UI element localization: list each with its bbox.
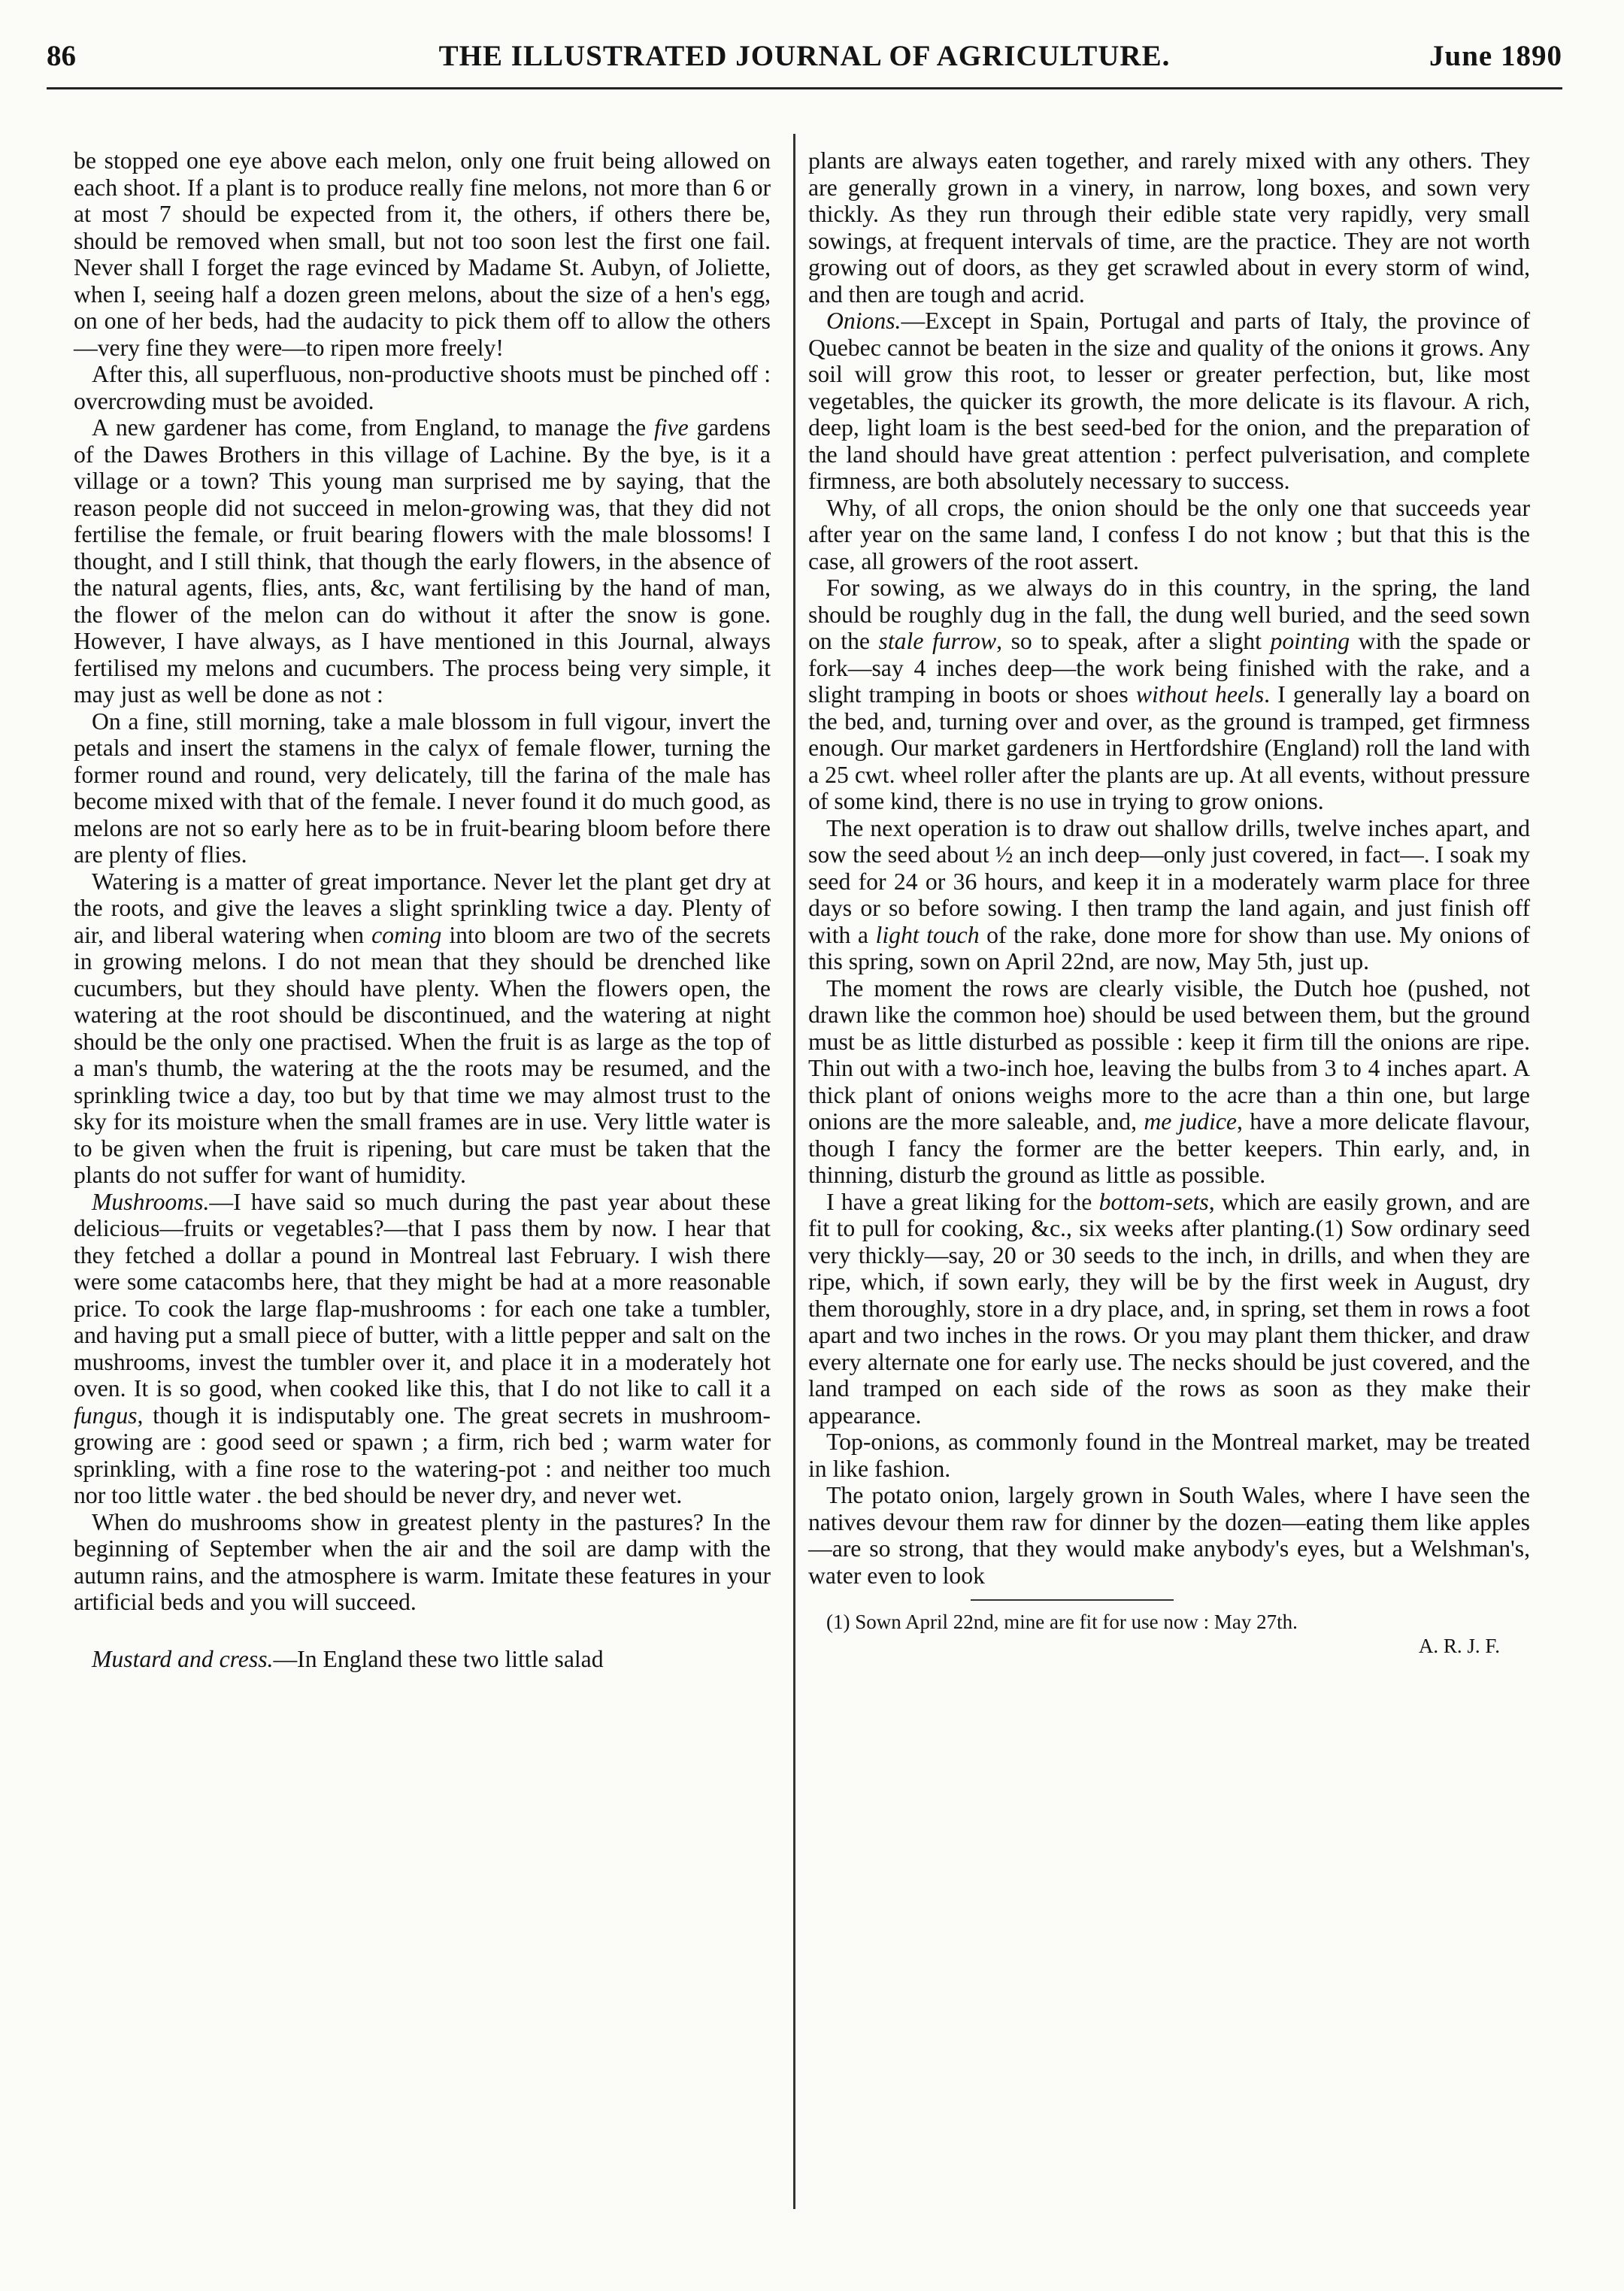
issue-date: June 1890	[1429, 40, 1562, 72]
paragraph-shoots: After this, all superfluous, non-productive shoots must be pinched off : overcrowding must be avoided.	[74, 361, 771, 414]
emphasis-me-judice: me judice	[1144, 1108, 1237, 1135]
journal-title: THE ILLUSTRATED JOURNAL OF AGRICULTURE.	[438, 40, 1171, 72]
emphasis-coming: coming	[371, 921, 442, 948]
paragraph-onion-crops: Why, of all crops, the onion should be the only one that succeeds year after year on the same land, I confess I do not know ; but that this is the case, all growers of the root assert.	[808, 494, 1530, 574]
paragraph-mushroom-season: When do mushrooms show in greatest plenty in the pastures? In the beginning of September when the air and the soil are damp with the autumn rains, and the atmosphere is warm. Imitate these features in your artificial beds and you will succeed.	[74, 1508, 771, 1615]
section-heading-mushrooms: Mushrooms.	[92, 1188, 210, 1215]
column-divider	[793, 134, 795, 2209]
emphasis-fungus: fungus	[74, 1402, 138, 1429]
page-number: 86	[47, 40, 76, 72]
paragraph-melon-fruit: be stopped one eye above each melon, only one fruit being allowed on each shoot. If a plant is to produce really fine melons, not more than 6 or at most 7 should be expected from it, the others, if others there be, should be removed when small, but not too soon lest the first one fail. Never shall I forget the rage evinced by Madame St. Aubyn, of Joliette, when I, seeing half a dozen green melons, about the size of a hen's egg, on one of her beds, had the audacity to pick them off to allow the others—very fine they were—to ripen more freely!	[74, 147, 771, 361]
paragraph-pollination: On a fine, still morning, take a male blossom in full vigour, invert the petals and insert the stamens in the calyx of female flower, turning the former round and round, very delicately, till the farina of the male has become mixed with that of the female. I never found it do much good, as melons are not so early here as to be in fruit-bearing bloom before there are plenty of flies.	[74, 708, 771, 868]
emphasis-light-touch: light touch	[875, 921, 980, 948]
paragraph-bottom-sets: I have a great liking for the bottom-sets, which are easily grown, and are fit to pull for cooking, &c., six weeks after planting.(1) Sow ordinary seed very thickly—say, 20 or 30 seeds to the inch, in drills, and when they are ripe, which, if sown early, they will be by the first week in August, dry them thoroughly, store in a dry place, and, in spring, set them in rows a foot apart and two inches in the rows. Or you may plant them thicker, and draw every alternate one for early use. The necks should be just covered, and the land tramped on each side of the rows as soon as they make their appearance.	[808, 1188, 1530, 1429]
paragraph-top-onions: Top-onions, as commonly found in the Montreal market, may be treated in like fashion.	[808, 1429, 1530, 1482]
footnote-signature: A. R. J. F.	[1418, 1635, 1500, 1657]
emphasis-pointing: pointing	[1270, 628, 1350, 654]
paragraph-onions: Onions.—Except in Spain, Portugal and parts of Italy, the province of Quebec cannot be beaten in the size and quality of the onions it grows. Any soil will grow this root, to lesser or greater perfection, but, like most vegetables, the quicker its growth, the more delicate is its flavour. A rich, deep, light loam is the best seed-bed for the onion, and the preparation of the land should have great attention : perfect pulverisation, and complete firmness, are both absolutely necessary to success.	[808, 308, 1530, 494]
paragraph-drills: The next operation is to draw out shallow drills, twelve inches apart, and sow the seed about ½ an inch deep—only just covered, in fact—. I soak my seed for 24 or 36 hours, and keep it in a moderately warm place for three days or so before sowing. I then tramp the land again, and just finish off with a light touch of the rake, done more for show than use. My onions of this spring, sown on April 22nd, are now, May 5th, just up.	[808, 814, 1530, 974]
emphasis-stale-furrow: stale furrow	[878, 628, 997, 654]
left-column	[74, 147, 771, 1672]
emphasis-without-heels: without heels	[1135, 681, 1265, 708]
section-heading-mustard-cress: Mustard and cress.	[92, 1645, 274, 1672]
paragraph-sowing: For sowing, as we always do in this country, in the spring, the land should be roughly dug in the fall, the dung well buried, and the seed sown on the stale furrow, so to speak, after a slight pointing with the spade or fork—say 4 inches deep—the work being finished with the rake, and a slight tramping in boots or shoes without heels. I generally lay a board on the bed, and, turning over and over, as the ground is tramped, get firmness enough. Our market gardeners in Hertfordshire (England) roll the land with a 25 cwt. wheel roller after the plants are up. At all events, without pressure of some kind, there is no use in trying to grow onions.	[808, 574, 1531, 814]
paragraph-potato-onion: The potato onion, largely grown in South Wales, where I have seen the natives devour them raw for dinner by the dozen—eating them like apples—are so strong, that they would make anybody's eyes, but a Welshman's, water even to look	[808, 1482, 1530, 1589]
paragraph-dutch-hoe: The moment the rows are clearly visible, the Dutch hoe (pushed, not drawn like the common hoe) should be used between them, but the ground must be as little disturbed as possible : keep it firm till the onions are ripe. Thin out with a two-inch hoe, leaving the bulbs from 3 to 4 inches apart. A thick plant of onions weighs more to the acre than a thin one, but large onions are the more saleable, and, me judice, have a more delicate flavour, though I fancy the former are the better keepers. Thin early, and, in thinning, disturb the ground as little as possible.	[808, 974, 1530, 1188]
footnote-rule	[971, 1599, 1174, 1601]
paragraph-mushrooms: Mushrooms.—I have said so much during the past year about these delicious—fruits or vegetables?—that I pass them by now. I hear that they fetched a dollar a pound in Montreal last February. I wish there were some catacombs here, that they might be had at a more reasonable price. To cook the large flap-mushrooms : for each one take a tumbler, and having put a small piece of butter, with a little pepper and salt on the mushrooms, invest the tumbler over it, and place it in a moderately hot oven. It is so good, when cooked like this, that I do not like to call it a fungus, though it is indisputably one. The great secrets in mushroom-growing are : good seed or spawn ; a firm, rich bed ; warm water for sprinkling, with a fine rose to the watering-pot : and neither too much nor too little water . the bed should be never dry, and never wet.	[74, 1188, 771, 1508]
page-header	[47, 30, 1562, 83]
footnote: (1) Sown April 22nd, mine are fit for use now : May 27th.	[826, 1611, 1298, 1633]
paragraph-watering: Watering is a matter of great importance. Never let the plant get dry at the roots, and give the leaves a slight sprinkling twice a day. Plenty of air, and liberal watering when coming into bloom are two of the secrets in growing melons. I do not mean that they should be drenched like cucumbers, but they should have plenty. When the flowers open, the watering at the root should be discontinued, and the watering at night should be the only one practised. When the fruit is as large as the top of a man's thumb, the watering at the the roots may be resumed, and the sprinkling twice a day, too but by that time we may almost trust to the sky for its moisture when the small frames are in use. Very little water is to be given when the fruit is ripening, but care must be taken that the plants do not suffer for want of humidity.	[74, 868, 771, 1188]
right-column	[808, 147, 1530, 1658]
emphasis-five: five	[653, 414, 689, 441]
section-heading-onions: Onions.	[826, 308, 901, 334]
header-rule	[47, 87, 1562, 89]
paragraph-salad-plants: plants are always eaten together, and rarely mixed with any others. They are generally grown in a vinery, in narrow, long boxes, and sown very thickly. As they run through their edible state very rapidly, very small sowings, at frequent intervals of time, are the practice. They are not worth growing out of doors, as they get scrawled about in every storm of wind, and then are tough and acrid.	[808, 147, 1530, 308]
paragraph-mustard-cress: Mustard and cress.—In England these two little salad	[92, 1645, 604, 1672]
emphasis-bottom-sets: bottom-sets	[1098, 1188, 1209, 1215]
paragraph-new-gardener: A new gardener has come, from England, to manage the five gardens of the Dawes Brothers in this village of Lachine. By the bye, is it a village or a town? This young man surprised me by saying, that the reason people did not succeed in melon-growing was, that they did not fertilise the female, or fruit bearing flowers with the male blossoms! I thought, and I still think, that though the early flowers, in the absence of the natural agents, flies, ants, &c, want fertilising by the hand of man, the flower of the melon can do without it after the snow is gone. However, I have always, as I have mentioned in this Journal, always fertilised my melons and cucumbers. The process being very simple, it may just as well be done as not :	[74, 414, 771, 708]
